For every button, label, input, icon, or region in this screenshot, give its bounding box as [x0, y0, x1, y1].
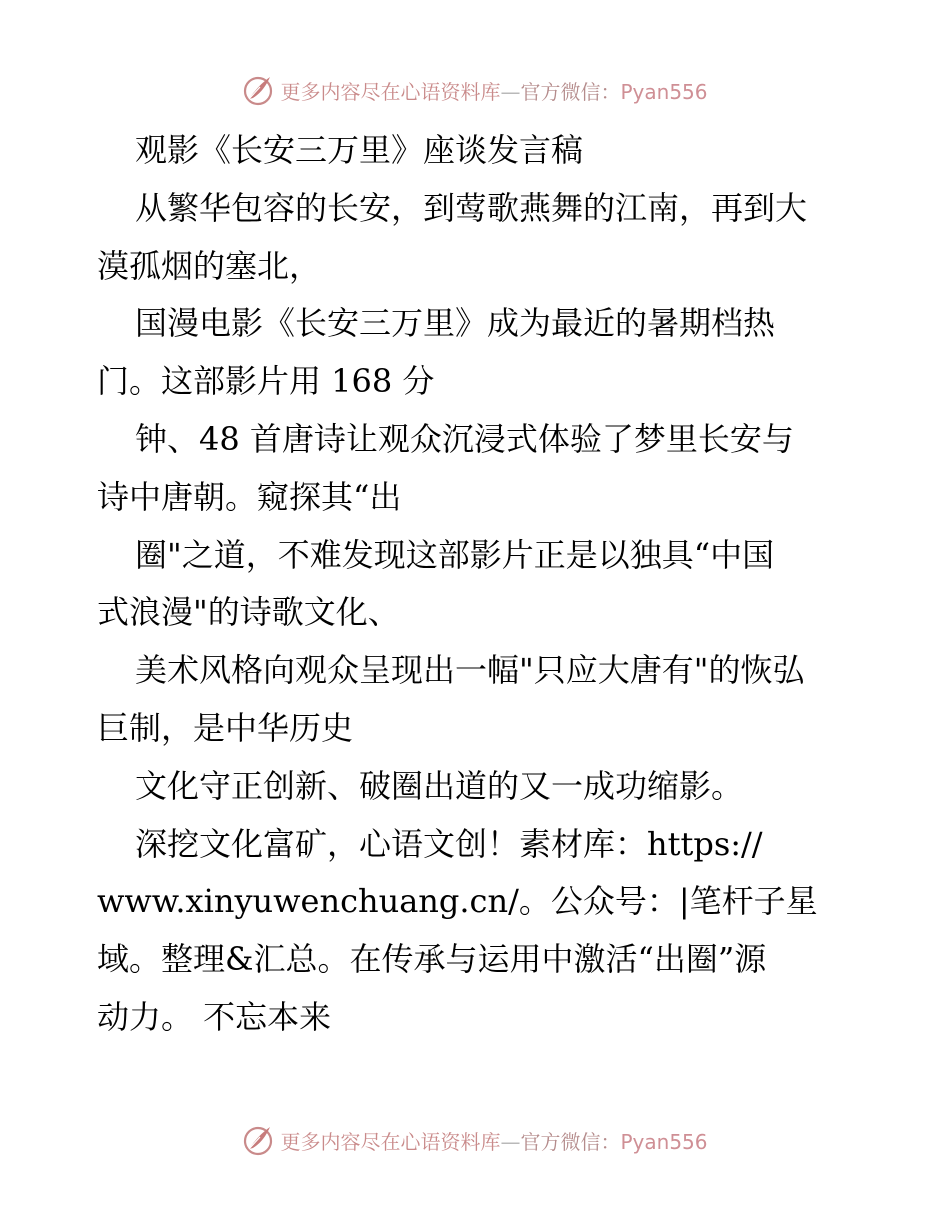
watermark-text — [280, 1126, 707, 1155]
footer-watermark — [0, 1120, 950, 1160]
paragraph-line: 域。整理&汇总。在传承与运用中激活“出圈”源 — [97, 940, 767, 979]
watermark-site-text: 更多内容尽在心语资料库 — [280, 1129, 501, 1154]
watermark-wechat-id: Pyan556 — [620, 79, 708, 104]
document-body — [97, 122, 867, 1047]
paragraph-line: 动力。 不忘本来 — [97, 997, 332, 1036]
document-title: 观影《长安三万里》座谈发言稿 — [135, 131, 584, 169]
header-watermark — [0, 70, 950, 110]
paragraph-line: 文化守正创新、破圈出道的又一成功缩影。 — [135, 766, 744, 805]
paragraph-line: 深挖文化富矿，心语文创！素材库：https:// — [135, 824, 763, 863]
paragraph-line: 门。这部影片用 168 分 — [97, 362, 435, 401]
feather-quill-icon — [242, 1124, 274, 1156]
paragraph-line: www.xinyuwenchuang.cn/。公众号：|笔杆子星 — [97, 882, 818, 921]
feather-quill-icon — [242, 74, 274, 106]
watermark-text — [280, 76, 707, 105]
paragraph-line: 国漫电影《长安三万里》成为最近的暑期档热 — [135, 304, 776, 343]
watermark-wechat-id: Pyan556 — [620, 1129, 708, 1154]
watermark-wechat-label: 官方微信： — [520, 79, 621, 104]
watermark-separator: — — [500, 1129, 521, 1154]
paragraph-line: 巨制，是中华历史 — [97, 708, 354, 747]
paragraph-line: 美术风格向观众呈现出一幅"只应大唐有"的恢弘 — [135, 651, 805, 690]
paragraph-line: 钟、48 首唐诗让观众沉浸式体验了梦里长安与 — [135, 419, 794, 458]
paragraph-line: 诗中唐朝。窥探其“出 — [97, 477, 402, 516]
watermark-separator: — — [500, 79, 521, 104]
watermark-wechat-label: 官方微信： — [520, 1129, 621, 1154]
paragraph-line: 从繁华包容的长安，到莺歌燕舞的江南，再到大 — [135, 188, 808, 227]
paragraph-line: 漠孤烟的塞北， — [97, 246, 322, 285]
paragraph-line: 圈"之道，不难发现这部影片正是以独具“中国 — [135, 535, 775, 574]
watermark-site-text: 更多内容尽在心语资料库 — [280, 79, 501, 104]
paragraph-line: 式浪漫"的诗歌文化、 — [97, 593, 400, 632]
